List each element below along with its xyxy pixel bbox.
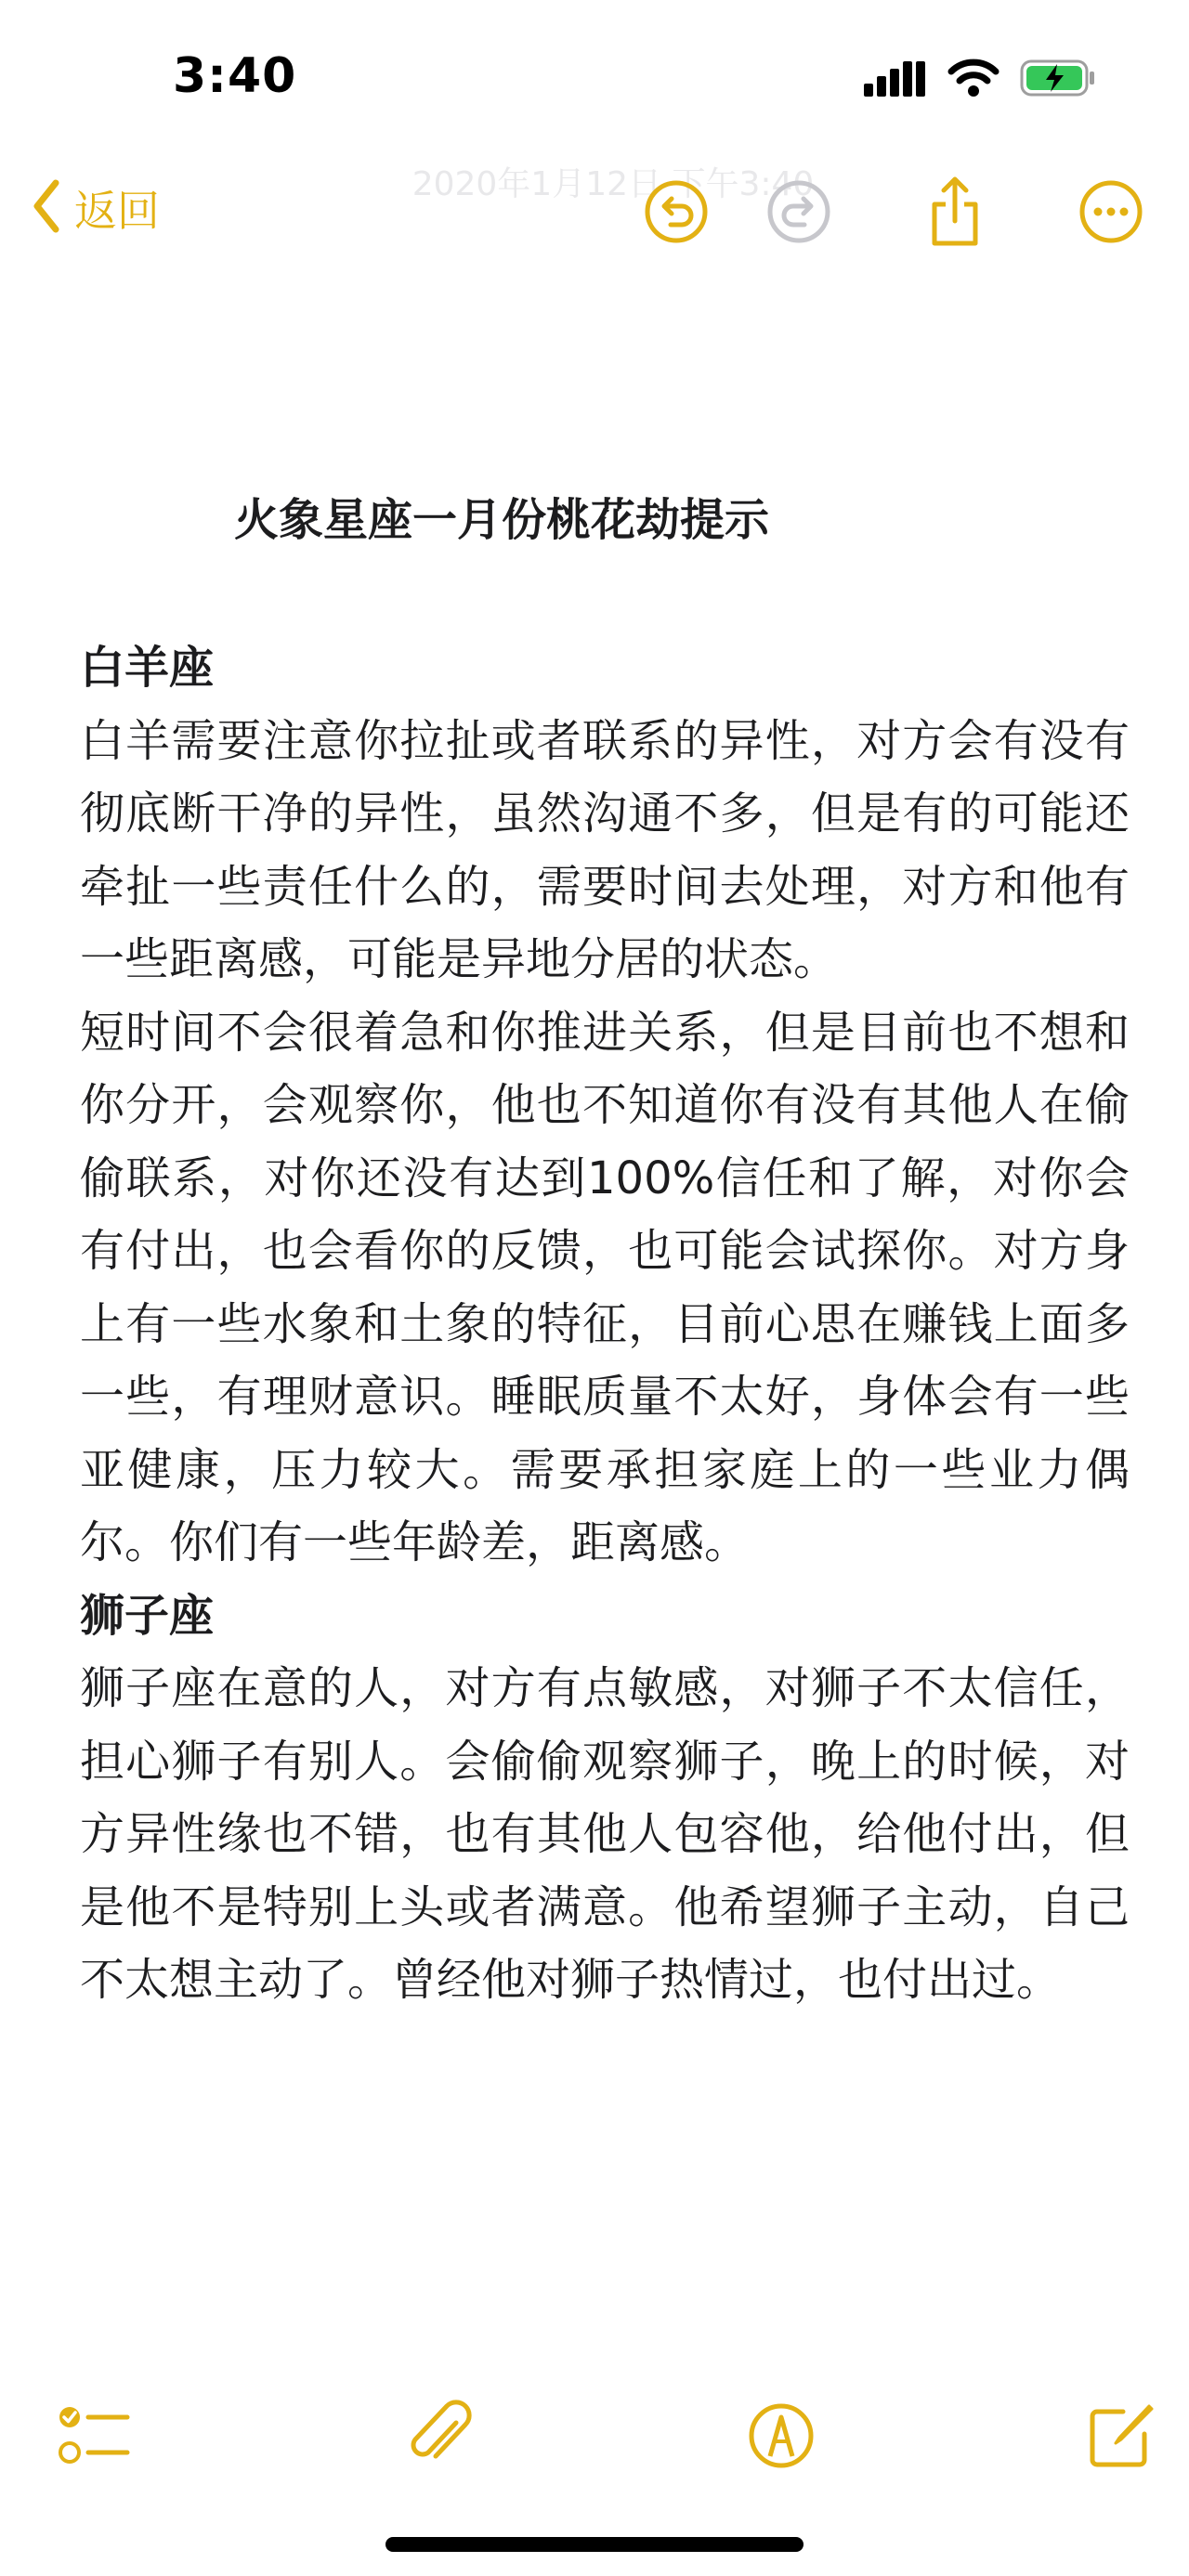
redo-icon xyxy=(765,178,832,249)
undo-button[interactable] xyxy=(639,176,713,251)
paragraph: 短时间不会很着急和你推进关系，但是目前也不想和你分开，会观察你，他也不知道你有没有其他人在偷偷联系，对你还没有达到100%信任和了解，对你会有付出，也会看你的反馈，也可能会试探你。对方身上有一些水象和土象的特征，目前心思在赚钱上面多一些，有理财意识。睡眠质量不太好，身体会有一些亚健康，压力较大。需要承担家庭上的一些业力偶尔。你们有一些年龄差，距离感。 xyxy=(80,1006,1130,1568)
status-icons xyxy=(864,58,1096,102)
status-bar xyxy=(0,0,1189,158)
markup-button[interactable] xyxy=(739,2396,823,2479)
wifi-icon xyxy=(947,59,1000,101)
section-heading-aries: 白羊座 xyxy=(80,642,215,694)
paragraph: 白羊需要注意你拉扯或者联系的异性，对方会有没有彻底断干净的异性，虽然沟通不多，但是有的可能还牵扯一些责任什么的，需要时间去处理，对方和他有一些距离感，可能是异地分居的状态。 xyxy=(80,714,1130,985)
share-button[interactable] xyxy=(918,176,992,251)
cellular-signal-icon xyxy=(864,59,927,100)
section-heading-leo: 狮子座 xyxy=(80,1589,215,1642)
share-icon xyxy=(925,175,985,253)
note-title: 火象星座一月份桃花劫提示 xyxy=(234,494,770,546)
home-indicator xyxy=(385,2537,804,2552)
markup-icon xyxy=(746,2400,817,2475)
redo-button[interactable] xyxy=(762,176,836,251)
back-label: 返回 xyxy=(74,186,160,236)
note-date: 2020年1月12日 下午3:40 xyxy=(412,165,815,203)
more-button[interactable] xyxy=(1074,176,1148,251)
attachment-button[interactable] xyxy=(398,2396,481,2479)
compose-button[interactable] xyxy=(1079,2396,1163,2479)
paragraph: 狮子座在意的人，对方有点敏感，对狮子不太信任，担心狮子有别人。会偷偷观察狮子，晚上的时候，对方异性缘也不错，也有其他人包容他，给他付出，但是他不是特别上头或者满意。他希望狮子主动，自己不太想主动了。曾经他对狮子热情过，也付出过。 xyxy=(80,1662,1130,2006)
bottom-toolbar xyxy=(0,2396,1189,2498)
checklist-icon xyxy=(57,2400,131,2475)
attachment-icon xyxy=(404,2399,475,2477)
undo-icon xyxy=(643,178,710,249)
compose-icon xyxy=(1086,2400,1156,2475)
more-icon xyxy=(1078,178,1144,249)
chevron-left-icon xyxy=(32,179,61,237)
checklist-button[interactable] xyxy=(52,2396,136,2479)
nav-bar xyxy=(0,158,1189,269)
battery-charging-icon xyxy=(1020,59,1096,101)
status-time: 3:40 xyxy=(173,48,297,104)
note-body[interactable] xyxy=(80,631,1130,2017)
back-button[interactable] xyxy=(32,176,160,240)
